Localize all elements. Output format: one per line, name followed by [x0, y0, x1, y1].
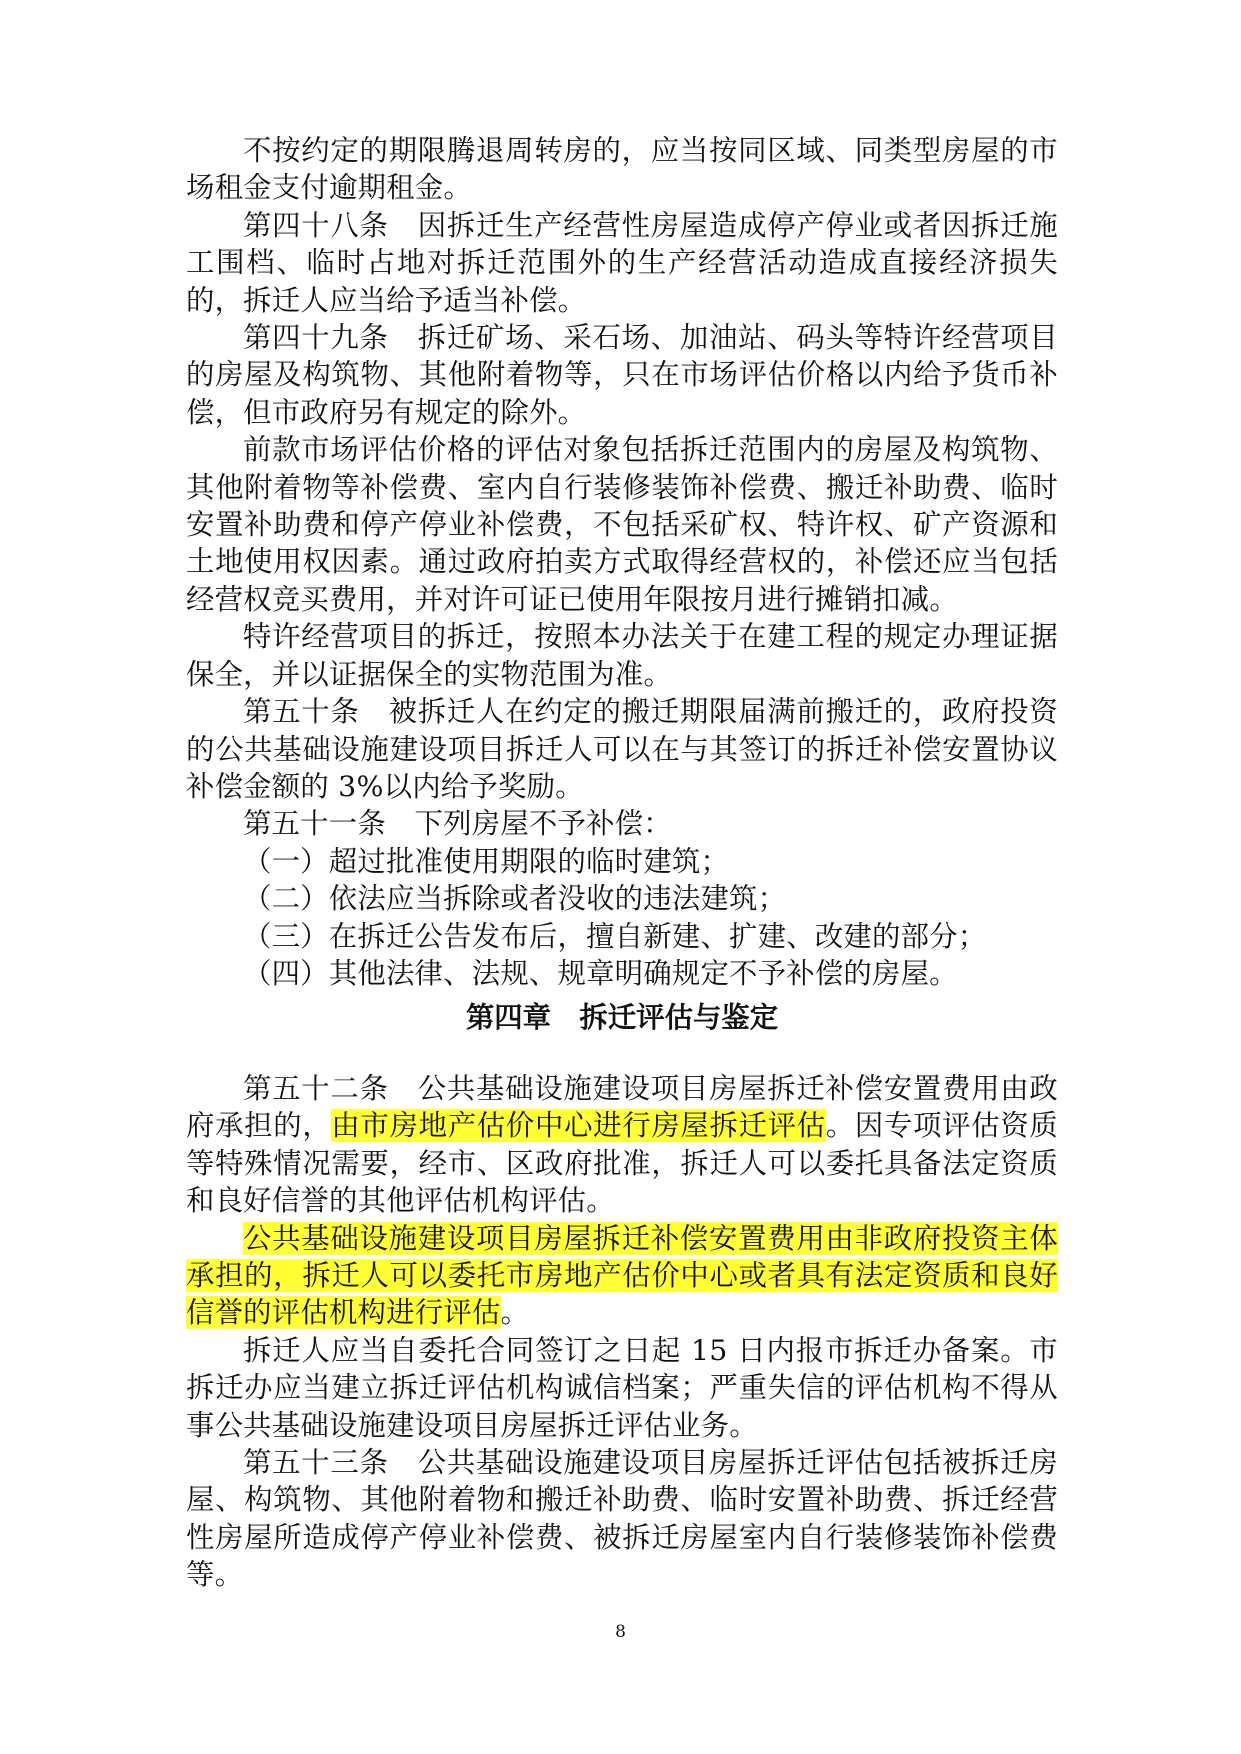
highlighted-text: 由市房地产估价中心进行房屋拆迁评估: [331, 1109, 826, 1143]
body-text-block-2: [186, 1070, 1058, 1594]
text-segment: 不按约定的期限腾退周转房的，应当按同区域、同类型房屋的市场租金支付逾期租金。: [186, 134, 1058, 205]
paragraph: [186, 132, 1058, 207]
paragraph: [186, 955, 1058, 992]
paragraph: [186, 319, 1058, 431]
text-segment: （二）依法应当拆除或者没收的违法建筑；: [243, 882, 787, 916]
paragraph: [186, 805, 1058, 842]
paragraph: [186, 1444, 1058, 1594]
text-segment: 第五十二条 公共基础设施建设项目房屋拆迁补偿安置费用由政府承担的，: [186, 1072, 1058, 1143]
body-text-block-1: [186, 132, 1058, 992]
text-segment: 特许经营项目的拆迁，按照本办法关于在建工程的规定办理证据保全，并以证据保全的实物范围为准。: [186, 620, 1058, 691]
paragraph: [186, 1332, 1058, 1444]
paragraph: [186, 618, 1058, 693]
paragraph: [186, 918, 1058, 955]
text-segment: 第四十九条 拆迁矿场、采石场、加油站、码头等特许经营项目的房屋及构筑物、其他附着物等，只在市场评估价格以内给予货币补偿，但市政府另有规定的除外。: [186, 321, 1058, 429]
text-segment: （一）超过批准使用期限的临时建筑；: [243, 844, 730, 878]
text-segment: （四）其他法律、法规、规章明确规定不予补偿的房屋。: [243, 956, 958, 990]
paragraph: [186, 693, 1058, 805]
text-segment: （三）在拆迁公告发布后，擅自新建、扩建、改建的部分；: [243, 919, 987, 953]
highlighted-text: 公共基础设施建设项目房屋拆迁补偿安置费用由非政府投资主体承担的，拆迁人可以委托市房地产估价中心或者具有法定资质和良好信誉的评估机构进行评估: [186, 1221, 1058, 1330]
text-segment: 前款市场评估价格的评估对象包括拆迁范围内的房屋及构筑物、其他附着物等补偿费、室内自行装修装饰补偿费、搬迁补助费、临时安置补助费和停产停业补偿费，不包括采矿权、特许权、矿产资源和土地使用权因素。通过政府拍卖方式取得经营权的，补偿还应当包括经营权竞买费用，并对许可证已使用年限按月进行摊销扣减。: [186, 433, 1058, 616]
text-segment: 第五十三条 公共基础设施建设项目房屋拆迁评估包括被拆迁房屋、构筑物、其他附着物和搬迁补助费、临时安置补助费、拆迁经营性房屋所造成停产停业补偿费、被拆迁房屋室内自行装修装饰补偿费等。: [186, 1446, 1058, 1592]
chapter-heading: 第四章 拆迁评估与鉴定: [465, 1000, 779, 1034]
text-segment: 。: [500, 1296, 530, 1330]
paragraph: [186, 1070, 1058, 1220]
page-number: 8: [615, 1622, 626, 1642]
paragraph: [186, 1220, 1058, 1332]
text-segment: 第五十一条 下列房屋不予补偿：: [243, 807, 672, 841]
paragraph: [186, 880, 1058, 917]
text-segment: 。因专项评估资质等特殊情况需要，经市、区政府批准，拆迁人可以委托具备法定资质和良好信誉的其他评估机构评估。: [186, 1109, 1058, 1218]
paragraph: [186, 843, 1058, 880]
text-segment: 拆迁人应当自委托合同签订之日起 15 日内报市拆迁办备案。市拆迁办应当建立拆迁评估机构诚信档案；严重失信的评估机构不得从事公共基础设施建设项目房屋拆迁评估业务。: [186, 1333, 1058, 1442]
paragraph: [186, 431, 1058, 618]
paragraph: [186, 207, 1058, 319]
text-segment: 第四十八条 因拆迁生产经营性房屋造成停产停业或者因拆迁施工围档、临时占地对拆迁范围外的生产经营活动造成直接经济损失的，拆迁人应当给予适当补偿。: [186, 208, 1058, 317]
text-segment: 第五十条 被拆迁人在约定的搬迁期限届满前搬迁的，政府投资的公共基础设施建设项目拆迁人可以在与其签订的拆迁补偿安置协议补偿金额的 3%以内给予奖励。: [186, 695, 1058, 803]
